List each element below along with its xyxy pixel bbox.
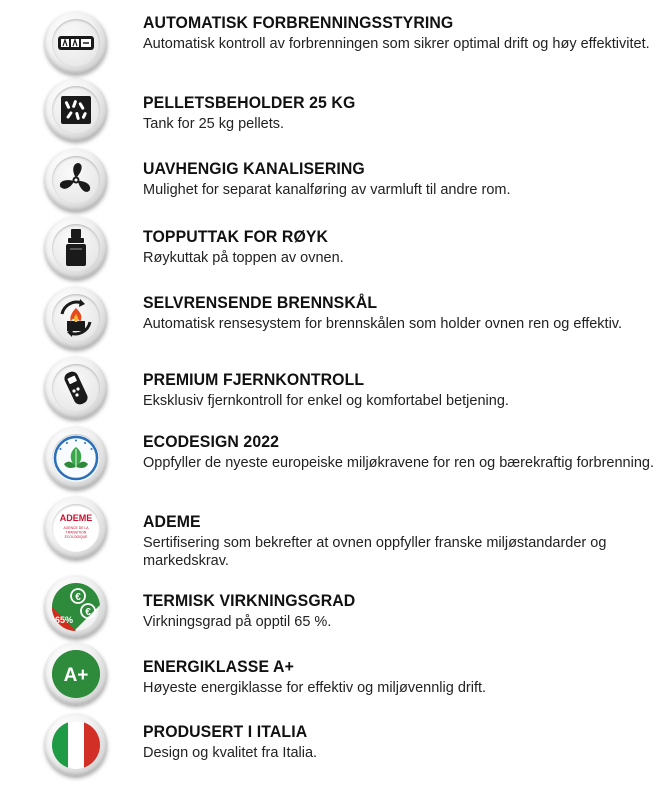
feature-title: UAVHENGIG KANALISERING [143, 160, 365, 178]
svg-text:TRANSITION: TRANSITION [65, 530, 87, 535]
self-cleaning-burner-badge [45, 287, 107, 349]
feature-description: Eksklusiv fjernkontroll for enkel og komfortabel betjening. [143, 393, 509, 409]
feature-text [143, 371, 656, 410]
ademe-logo-icon [52, 504, 100, 552]
feature-text [143, 658, 656, 697]
feature-text [143, 160, 656, 199]
italy-flag-icon [52, 721, 100, 769]
svg-text:65%: 65% [54, 615, 74, 625]
fan-icon [52, 156, 100, 204]
feature-description: Automatisk rensesystem for brennskålen som holder ovnen ren og effektiv. [143, 316, 623, 332]
ademe-badge [45, 497, 107, 559]
svg-text:ÉCOLOGIQUE: ÉCOLOGIQUE [64, 535, 88, 539]
feature-title: SELVRENSENDE BRENNSKÅL [143, 294, 378, 312]
feature-title: AUTOMATISK FORBRENNINGSSTYRING [143, 14, 454, 32]
feature-description: Design og kvalitet fra Italia. [143, 745, 318, 761]
feature-title: ENERGIKLASSE A+ [143, 658, 294, 676]
feature-title: TERMISK VIRKNINGSGRAD [143, 592, 356, 610]
feature-description: Sertifisering som bekrefter at ovnen oppfyller franske miljøstandarder og markedskrav. [143, 535, 607, 569]
pellet-container-badge [45, 79, 107, 141]
feature-description: Virkningsgrad på opptil 65 %. [143, 614, 332, 630]
feature-text [143, 14, 656, 53]
feature-text [143, 294, 656, 333]
feature-text [143, 592, 656, 631]
ecodesign-icon [52, 434, 100, 482]
pellet-container-icon [52, 86, 100, 134]
svg-text:A+: A+ [63, 665, 89, 686]
top-flue-icon [52, 224, 100, 272]
feature-description: Høyeste energiklasse for effektiv og miljøvennlig drift. [143, 680, 487, 696]
feature-text [143, 94, 656, 133]
feature-title: PRODUSERT I ITALIA [143, 723, 308, 741]
feature-description: Tank for 25 kg pellets. [143, 116, 285, 132]
feature-title: PREMIUM FJERNKONTROLL [143, 371, 365, 389]
ecodesign-badge [45, 427, 107, 489]
feature-text [143, 513, 656, 570]
efficiency-badge [45, 576, 107, 638]
svg-text:AGENCE DE LA: AGENCE DE LA [63, 526, 89, 530]
feature-description: Oppfyller de nyeste europeiske miljøkravene for ren og bærekraftig forbrenning. [143, 455, 654, 471]
feature-description: Mulighet for separat kanalføring av varmluft til andre rom. [143, 182, 511, 198]
remote-control-badge [45, 357, 107, 419]
italy-flag-badge [45, 714, 107, 776]
fan-badge [45, 149, 107, 211]
feature-title: PELLETSBEHOLDER 25 KG [143, 94, 356, 112]
feature-description: Automatisk kontroll av forbrenningen som sikrer optimal drift og høy effektivitet. [143, 36, 650, 52]
self-cleaning-burner-icon [52, 294, 100, 342]
feature-text [143, 228, 656, 267]
remote-control-icon [52, 364, 100, 412]
feature-text [143, 433, 656, 472]
energy-class-icon [52, 650, 100, 698]
energy-class-badge [45, 643, 107, 705]
feature-title: ECODESIGN 2022 [143, 433, 280, 451]
combustion-control-icon [52, 19, 100, 67]
feature-description: Røykuttak på toppen av ovnen. [143, 250, 344, 266]
svg-text:€: € [85, 607, 91, 618]
efficiency-icon [52, 583, 100, 631]
feature-text [143, 723, 656, 762]
svg-text:ADEME: ADEME [59, 513, 93, 523]
svg-text:€: € [75, 592, 81, 603]
top-flue-badge [45, 217, 107, 279]
combustion-control-badge [45, 12, 107, 74]
feature-title: TOPPUTTAK FOR RØYK [143, 228, 329, 246]
feature-title: ADEME [143, 513, 201, 531]
